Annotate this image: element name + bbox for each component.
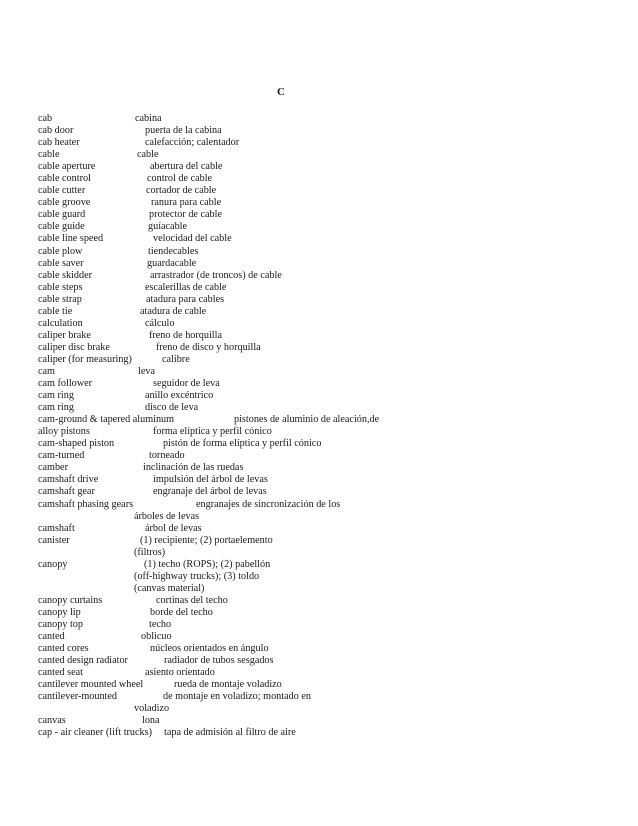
entry-term: caliper (for measuring) (38, 353, 132, 365)
entry-translation: (off-highway trucks); (3) toldo (134, 570, 260, 582)
entry-term: cam ring (38, 402, 74, 414)
glossary-entry (38, 583, 618, 595)
glossary-entry (38, 125, 618, 137)
entry-translation: guíacable (148, 221, 188, 233)
entry-term: cable groove (38, 197, 91, 209)
glossary-entry (38, 233, 618, 245)
glossary-entry (38, 655, 618, 667)
entry-translation: atadura para cables (146, 293, 225, 305)
entry-term: cab door (38, 125, 74, 137)
entry-translation: pistones de aluminio de aleación,de (234, 414, 380, 426)
entry-translation: anillo excéntrico (145, 390, 214, 402)
glossary-entry (38, 667, 618, 679)
glossary-entry (38, 378, 618, 390)
glossary-list (38, 113, 618, 739)
entry-term: cable line speed (38, 233, 104, 245)
entry-term: cable steps (38, 281, 83, 293)
glossary-entry (38, 318, 618, 330)
entry-translation: (canvas material) (134, 582, 205, 594)
entry-translation: forma elíptica y perfil cónico (153, 426, 272, 438)
entry-term: canted cores (38, 643, 89, 655)
entry-translation: control de cable (147, 173, 213, 185)
entry-term: cam follower (38, 378, 93, 390)
entry-translation: rueda de montaje voladizo (174, 679, 282, 691)
glossary-entry (38, 474, 618, 486)
glossary-entry (38, 619, 618, 631)
entry-term: camshaft gear (38, 486, 95, 498)
entry-translation: guardacable (147, 257, 197, 269)
glossary-entry (38, 703, 618, 715)
entry-term: camber (38, 462, 68, 474)
entry-term: canopy top (38, 618, 83, 630)
entry-translation: árboles de levas (134, 510, 200, 522)
entry-term: cam-ground & tapered aluminum (38, 414, 175, 426)
glossary-entry (38, 330, 618, 342)
entry-translation: asiento orientado (145, 667, 215, 679)
glossary-entry (38, 607, 618, 619)
entry-translation: núcleos orientados en ángulo (150, 643, 269, 655)
entry-translation: cabina (135, 113, 162, 124)
entry-term: cable guide (38, 221, 85, 233)
entry-translation: seguidor de leva (153, 378, 220, 390)
entry-translation: velocidad del cable (153, 233, 232, 245)
glossary-entry (38, 185, 618, 197)
entry-translation: calefacción; calentador (145, 137, 240, 149)
entry-term: alloy pistons (38, 426, 90, 438)
entry-translation: engranajes de sincronización de los (196, 498, 341, 510)
glossary-entry (38, 462, 618, 474)
glossary-entry (38, 486, 618, 498)
entry-translation: freno de horquilla (149, 329, 222, 341)
entry-translation: tiendecables (148, 245, 199, 257)
entry-term: canister (38, 534, 70, 546)
glossary-entry (38, 499, 618, 511)
entry-translation: arrastrador (de troncos) de cable (150, 269, 282, 281)
entry-translation: calibre (162, 353, 190, 365)
entry-translation: inclinación de las ruedas (143, 462, 244, 474)
glossary-entry (38, 137, 618, 149)
glossary-entry (38, 535, 618, 547)
entry-translation: techo (149, 618, 172, 630)
entry-term: canopy (38, 558, 68, 570)
glossary-entry (38, 161, 618, 173)
glossary-entry (38, 414, 618, 426)
entry-translation: de montaje en voladizo; montado en (163, 691, 311, 703)
entry-translation: lona (142, 715, 160, 727)
entry-term: cable tie (38, 305, 73, 317)
entry-term: canopy curtains (38, 594, 103, 606)
glossary-entry (38, 282, 618, 294)
entry-translation: leva (138, 365, 155, 377)
glossary-entry (38, 306, 618, 318)
entry-term: cable control (38, 173, 91, 185)
entry-translation: torneado (149, 450, 185, 462)
entry-translation: escalerillas de cable (145, 281, 227, 293)
entry-translation: cálculo (145, 317, 175, 329)
entry-term: cable skidder (38, 269, 93, 281)
entry-term: camshaft phasing gears (38, 498, 134, 510)
glossary-entry (38, 571, 618, 583)
glossary-entry (38, 113, 618, 125)
entry-term: cap - air cleaner (lift trucks) (38, 727, 152, 739)
entry-term: cable guard (38, 209, 86, 221)
entry-translation: voladizo (134, 703, 170, 715)
entry-term: cantilever-mounted (38, 691, 117, 703)
entry-term: cable saver (38, 257, 84, 269)
entry-translation: abertura del cable (150, 161, 223, 173)
entry-term: camshaft (38, 522, 75, 534)
entry-term: canted design radiator (38, 655, 128, 667)
entry-term: camshaft drive (38, 474, 99, 486)
entry-term: cab (38, 113, 53, 124)
entry-translation: árbol de levas (145, 522, 202, 534)
entry-term: caliper disc brake (38, 341, 110, 353)
glossary-entry (38, 354, 618, 366)
entry-term: canopy lip (38, 606, 81, 618)
entry-translation: cortador de cable (146, 185, 217, 197)
entry-translation: borde del techo (150, 606, 213, 618)
entry-term: cam-shaped piston (38, 438, 115, 450)
glossary-entry (38, 450, 618, 462)
glossary-entry (38, 727, 618, 739)
entry-translation: (filtros) (134, 546, 166, 558)
glossary-entry (38, 715, 618, 727)
entry-term: caliper brake (38, 329, 91, 341)
entry-translation: (1) recipiente; (2) portaelemento (140, 534, 273, 546)
glossary-entry (38, 547, 618, 559)
glossary-entry (38, 679, 618, 691)
entry-term: canted seat (38, 667, 83, 679)
entry-term: cable (38, 149, 60, 161)
glossary-entry (38, 523, 618, 535)
glossary-entry (38, 221, 618, 233)
entry-term: cable aperture (38, 161, 96, 173)
entry-term: canted (38, 631, 65, 643)
entry-translation: protector de cable (149, 209, 222, 221)
section-letter-heading: C (277, 86, 285, 98)
glossary-entry (38, 631, 618, 643)
entry-term: cam (38, 365, 55, 377)
glossary-entry (38, 270, 618, 282)
entry-translation: pistón de forma elíptica y perfil cónico (163, 438, 322, 450)
entry-translation: cortinas del techo (156, 594, 228, 606)
entry-translation: engranaje del árbol de levas (153, 486, 267, 498)
entry-translation: radiador de tubos sesgados (164, 655, 274, 667)
glossary-entry (38, 258, 618, 270)
glossary-entry (38, 149, 618, 161)
glossary-entry (38, 197, 618, 209)
entry-translation: tapa de admisión al filtro de aire (164, 727, 296, 739)
glossary-entry (38, 402, 618, 414)
glossary-entry (38, 691, 618, 703)
glossary-entry (38, 559, 618, 571)
entry-term: cab heater (38, 137, 80, 149)
entry-translation: disco de leva (145, 402, 199, 414)
entry-translation: impulsión del árbol de levas (153, 474, 268, 486)
entry-term: calculation (38, 317, 83, 329)
glossary-entry (38, 342, 618, 354)
glossary-entry (38, 390, 618, 402)
entry-translation: puerta de la cabina (145, 125, 222, 137)
entry-term: cam-turned (38, 450, 85, 462)
glossary-entry (38, 426, 618, 438)
entry-term: cable cutter (38, 185, 86, 197)
entry-translation: atadura de cable (140, 305, 207, 317)
entry-term: cam ring (38, 390, 74, 402)
glossary-entry (38, 246, 618, 258)
glossary-entry (38, 366, 618, 378)
entry-translation: cable (137, 149, 159, 161)
glossary-entry (38, 173, 618, 185)
entry-translation: ranura para cable (151, 197, 222, 209)
entry-translation: freno de disco y horquilla (156, 341, 261, 353)
glossary-entry (38, 595, 618, 607)
entry-term: canvas (38, 715, 66, 727)
entry-term: cable strap (38, 293, 82, 305)
glossary-entry (38, 511, 618, 523)
glossary-entry (38, 294, 618, 306)
glossary-entry (38, 643, 618, 655)
entry-translation: (1) techo (ROPS); (2) pabellón (144, 558, 271, 570)
glossary-entry (38, 438, 618, 450)
entry-term: cantilever mounted wheel (38, 679, 144, 691)
entry-term: cable plow (38, 245, 83, 257)
glossary-entry (38, 209, 618, 221)
entry-translation: oblicuo (141, 631, 172, 643)
